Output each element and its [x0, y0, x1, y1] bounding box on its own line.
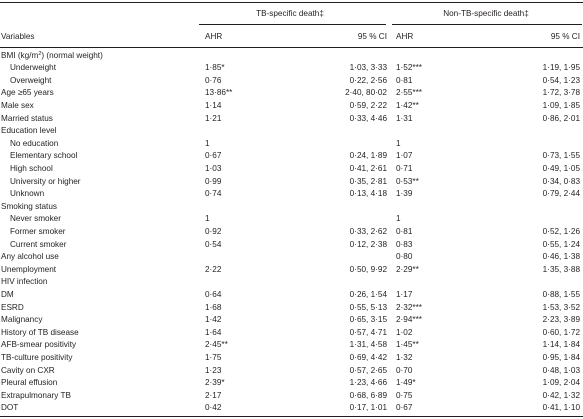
ahr-tb-cell: 0·76 — [205, 75, 222, 85]
row-label-text: Overweight — [10, 75, 52, 85]
ci-non-tb-cell: 2·23, 3·89 — [542, 315, 580, 325]
ahr-tb-cell: 1·03 — [205, 163, 222, 173]
ci-non-tb-cell: 1·14, 1·84 — [542, 340, 580, 350]
ci-tb-cell: 0·41, 2·61 — [349, 163, 387, 173]
group-header-tb-specific: TB-specific death‡ — [256, 9, 324, 18]
ahr-tb-cell: 0·54 — [205, 239, 222, 249]
table-row — [0, 115, 583, 126]
table-row — [0, 392, 583, 403]
ci-tb-cell: 0·69, 4·42 — [349, 352, 387, 362]
row-label-text: Extrapulmonary TB — [1, 390, 71, 400]
table-row — [0, 215, 583, 226]
row-label-text: Education level — [1, 126, 57, 136]
ci-non-tb-cell: 0·55, 1·24 — [542, 239, 580, 249]
table-row — [0, 77, 583, 88]
table-row — [0, 367, 583, 378]
ci-non-tb-cell: 0·48, 1·03 — [542, 365, 580, 375]
row-label-text: Malignancy — [1, 315, 43, 325]
ahr-non-tb-cell: 1·17 — [396, 289, 413, 299]
row-label — [1, 89, 54, 97]
column-header-ahr-tb: AHR — [205, 32, 223, 41]
row-label — [10, 190, 44, 198]
table-row — [0, 341, 583, 352]
ci-tb-cell: 0·50, 9·92 — [349, 264, 387, 274]
ahr-non-tb-cell: 1·32 — [396, 352, 413, 362]
row-label — [1, 102, 34, 110]
row-label — [1, 253, 59, 261]
row-label — [1, 379, 57, 387]
ahr-non-tb-cell: 1 — [396, 138, 401, 148]
ahr-non-tb-cell: 1·42** — [396, 100, 419, 110]
ahr-non-tb-cell: 2·55*** — [396, 88, 422, 98]
row-label-text: Unknown — [10, 189, 45, 199]
row-label-text: BMI (kg/m — [1, 50, 39, 60]
ahr-non-tb-cell: 1·31 — [396, 113, 413, 123]
ahr-tb-cell: 1·75 — [205, 352, 222, 362]
ahr-tb-cell: 13·86** — [205, 88, 233, 98]
row-label-superscript: 2 — [38, 50, 42, 57]
ahr-tb-cell: 1 — [205, 138, 210, 148]
ci-non-tb-cell: 0·60, 1·72 — [542, 327, 580, 337]
ahr-tb-cell: 0·74 — [205, 189, 222, 199]
table-row — [0, 228, 583, 239]
row-label — [10, 64, 56, 72]
row-label — [1, 304, 24, 312]
ahr-non-tb-cell: 1·39 — [396, 189, 413, 199]
top-rule — [0, 2, 583, 3]
ci-non-tb-cell: 1·19, 1·95 — [542, 63, 580, 73]
ahr-tb-cell: 1·23 — [205, 365, 222, 375]
table-row — [0, 266, 583, 277]
bottom-rule — [0, 416, 583, 417]
table-row — [0, 203, 583, 214]
ahr-non-tb-cell: 0·53** — [396, 176, 419, 186]
ahr-tb-cell: 2·39* — [205, 378, 225, 388]
ahr-tb-cell: 0·42 — [205, 403, 222, 413]
row-label-text: Smoking status — [1, 201, 57, 211]
ahr-non-tb-cell: 1·52*** — [396, 63, 422, 73]
ci-non-tb-cell: 0·42, 1·32 — [542, 390, 580, 400]
ahr-tb-cell: 1·42 — [205, 315, 222, 325]
ci-non-tb-cell: 1·09, 2·04 — [542, 378, 580, 388]
ahr-tb-cell: 2·45** — [205, 340, 228, 350]
ahr-non-tb-cell: 0·75 — [396, 390, 413, 400]
ahr-tb-cell: 1·14 — [205, 100, 222, 110]
table-row — [0, 64, 583, 75]
row-label — [10, 77, 51, 85]
row-label-text: Age ≥65 years — [1, 88, 54, 98]
row-label — [1, 329, 79, 337]
row-label-text: Male sex — [1, 100, 34, 110]
row-label-text: Current smoker — [10, 239, 67, 249]
row-label-text: Former smoker — [10, 226, 66, 236]
ci-tb-cell: 0·55, 5·13 — [349, 302, 387, 312]
row-label — [1, 354, 72, 362]
ahr-non-tb-cell: 0·67 — [396, 403, 413, 413]
ci-non-tb-cell: 1·35, 3·88 — [542, 264, 580, 274]
ahr-non-tb-cell: 0·71 — [396, 163, 413, 173]
table-row — [0, 152, 583, 163]
ci-tb-cell: 0·57, 4·71 — [349, 327, 387, 337]
ahr-non-tb-cell: 0·81 — [396, 226, 413, 236]
ci-tb-cell: 0·35, 2·81 — [349, 176, 387, 186]
row-label-text: DOT — [1, 403, 19, 413]
ahr-non-tb-cell: 1 — [396, 214, 401, 224]
row-label — [10, 228, 66, 236]
ahr-tb-cell: 1·68 — [205, 302, 222, 312]
ci-non-tb-cell: 0·46, 1·38 — [542, 252, 580, 262]
ahr-tb-cell: 2·17 — [205, 390, 222, 400]
row-label-text: TB-culture positivity — [1, 352, 73, 362]
ahr-non-tb-cell: 1·45** — [396, 340, 419, 350]
ahr-tb-cell: 0·92 — [205, 226, 222, 236]
ci-tb-cell: 0·12, 2·38 — [349, 239, 387, 249]
row-label-text: Underweight — [10, 63, 56, 73]
ci-non-tb-cell: 0·95, 1·84 — [542, 352, 580, 362]
ci-non-tb-cell: 1·09, 1·85 — [542, 100, 580, 110]
row-label — [1, 341, 76, 349]
row-label — [10, 140, 58, 148]
ci-non-tb-cell: 0·41, 1·10 — [542, 403, 580, 413]
ci-tb-cell: 0·22, 2·56 — [349, 75, 387, 85]
row-label-text: AFB-smear positivity — [1, 340, 77, 350]
table-row — [0, 89, 583, 100]
table-row — [0, 278, 583, 289]
ahr-non-tb-cell: 2·29** — [396, 264, 419, 274]
ci-tb-cell: 0·24, 1·89 — [349, 151, 387, 161]
row-label-text: DM — [1, 289, 14, 299]
ahr-tb-cell: 1·64 — [205, 327, 222, 337]
ci-tb-cell: 0·17, 1·01 — [349, 403, 387, 413]
row-label — [1, 316, 42, 324]
ci-tb-cell: 1·03, 3·33 — [349, 63, 387, 73]
ci-tb-cell: 0·26, 1·54 — [349, 289, 387, 299]
group-rule-tb-specific — [199, 24, 386, 25]
table-row — [0, 241, 583, 252]
table-row — [0, 404, 583, 415]
ahr-non-tb-cell: 0·81 — [396, 75, 413, 85]
row-label-text: Elementary school — [10, 151, 78, 161]
row-label-text: Pleural effusion — [1, 378, 58, 388]
ci-tb-cell: 0·65, 3·15 — [349, 315, 387, 325]
ahr-non-tb-cell: 0·70 — [396, 365, 413, 375]
ahr-tb-cell: 2·22 — [205, 264, 222, 274]
table-row — [0, 102, 583, 113]
ci-tb-cell: 0·59, 2·22 — [349, 100, 387, 110]
ci-tb-cell: 1·31, 4·58 — [349, 340, 387, 350]
ahr-tb-cell: 0·67 — [205, 151, 222, 161]
row-label-text: Unemployment — [1, 264, 57, 274]
ahr-tb-cell: 0·64 — [205, 289, 222, 299]
ci-tb-cell: 2·40, 80·02 — [345, 88, 387, 98]
table-row — [0, 253, 583, 264]
row-label — [1, 127, 57, 135]
row-label-text: University or higher — [10, 176, 81, 186]
ci-non-tb-cell: 0·52, 1·26 — [542, 226, 580, 236]
ci-non-tb-cell: 0·54, 1·23 — [542, 75, 580, 85]
ci-non-tb-cell: 1·72, 3·78 — [542, 88, 580, 98]
ci-tb-cell: 0·33, 2·62 — [349, 226, 387, 236]
row-label-text: High school — [10, 163, 53, 173]
table-row — [0, 304, 583, 315]
row-label — [10, 178, 81, 186]
ci-non-tb-cell: 0·86, 2·01 — [542, 113, 580, 123]
row-label — [10, 241, 66, 249]
ahr-non-tb-cell: 1·07 — [396, 151, 413, 161]
row-label-text: Any alcohol use — [1, 252, 59, 262]
ci-tb-cell: 0·33, 4·46 — [349, 113, 387, 123]
row-label — [1, 52, 103, 60]
ci-tb-cell: 0·13, 4·18 — [349, 189, 387, 199]
column-header-ci-non-tb: 95 % CI — [550, 32, 580, 41]
row-label — [10, 152, 77, 160]
ci-tb-cell: 0·57, 2·65 — [349, 365, 387, 375]
table-row — [0, 190, 583, 201]
ahr-tb-cell: 0·99 — [205, 176, 222, 186]
group-rule-non-tb-specific — [392, 24, 582, 25]
ci-tb-cell: 0·68, 6·89 — [349, 390, 387, 400]
row-label-text: HIV infection — [1, 277, 48, 287]
header-rule — [0, 47, 583, 48]
ci-non-tb-cell: 1·53, 3·52 — [542, 302, 580, 312]
table-row — [0, 127, 583, 138]
row-label-text: History of TB disease — [1, 327, 79, 337]
ahr-non-tb-cell: 0·83 — [396, 239, 413, 249]
row-label — [1, 266, 56, 274]
row-label — [10, 165, 53, 173]
row-label — [1, 278, 47, 286]
table-row — [0, 329, 583, 340]
ahr-tb-cell: 1 — [205, 214, 210, 224]
column-header-ci-tb: 95 % CI — [357, 32, 387, 41]
ci-non-tb-cell: 0·79, 2·44 — [542, 189, 580, 199]
table-row — [0, 291, 583, 302]
row-label-text: Cavity on CXR — [1, 365, 55, 375]
table-row — [0, 316, 583, 327]
row-label-text: ESRD — [1, 302, 24, 312]
ci-non-tb-cell: 0·34, 0·83 — [542, 176, 580, 186]
row-label — [1, 291, 14, 299]
row-label — [1, 203, 57, 211]
ahr-non-tb-cell: 1·49* — [396, 378, 416, 388]
table-row — [0, 379, 583, 390]
ahr-non-tb-cell: 0·80 — [396, 252, 413, 262]
table-row — [0, 140, 583, 151]
row-label-text: Never smoker — [10, 214, 61, 224]
row-label — [10, 215, 61, 223]
ahr-tb-cell: 1·21 — [205, 113, 222, 123]
group-header-non-tb-specific: Non-TB-specific death‡ — [443, 9, 529, 18]
row-label — [1, 367, 55, 375]
table-row — [0, 354, 583, 365]
ci-non-tb-cell: 0·49, 1·05 — [542, 163, 580, 173]
table-row — [0, 52, 583, 63]
row-label — [1, 392, 71, 400]
ci-non-tb-cell: 0·88, 1·55 — [542, 289, 580, 299]
ahr-non-tb-cell: 2·32*** — [396, 302, 422, 312]
table-row — [0, 165, 583, 176]
ci-non-tb-cell: 0·73, 1·55 — [542, 151, 580, 161]
ci-tb-cell: 1·23, 4·66 — [349, 378, 387, 388]
column-header-ahr-non-tb: AHR — [396, 32, 414, 41]
row-label — [1, 115, 53, 123]
row-label-text: No education — [10, 138, 59, 148]
row-label — [1, 404, 18, 412]
row-label-suffix: ) (normal weight) — [41, 50, 103, 60]
ahr-tb-cell: 1·85* — [205, 63, 225, 73]
column-header-variables: Variables — [1, 32, 35, 41]
ahr-non-tb-cell: 2·94*** — [396, 315, 422, 325]
table-row — [0, 178, 583, 189]
row-label-text: Married status — [1, 113, 53, 123]
ahr-non-tb-cell: 1·02 — [396, 327, 413, 337]
